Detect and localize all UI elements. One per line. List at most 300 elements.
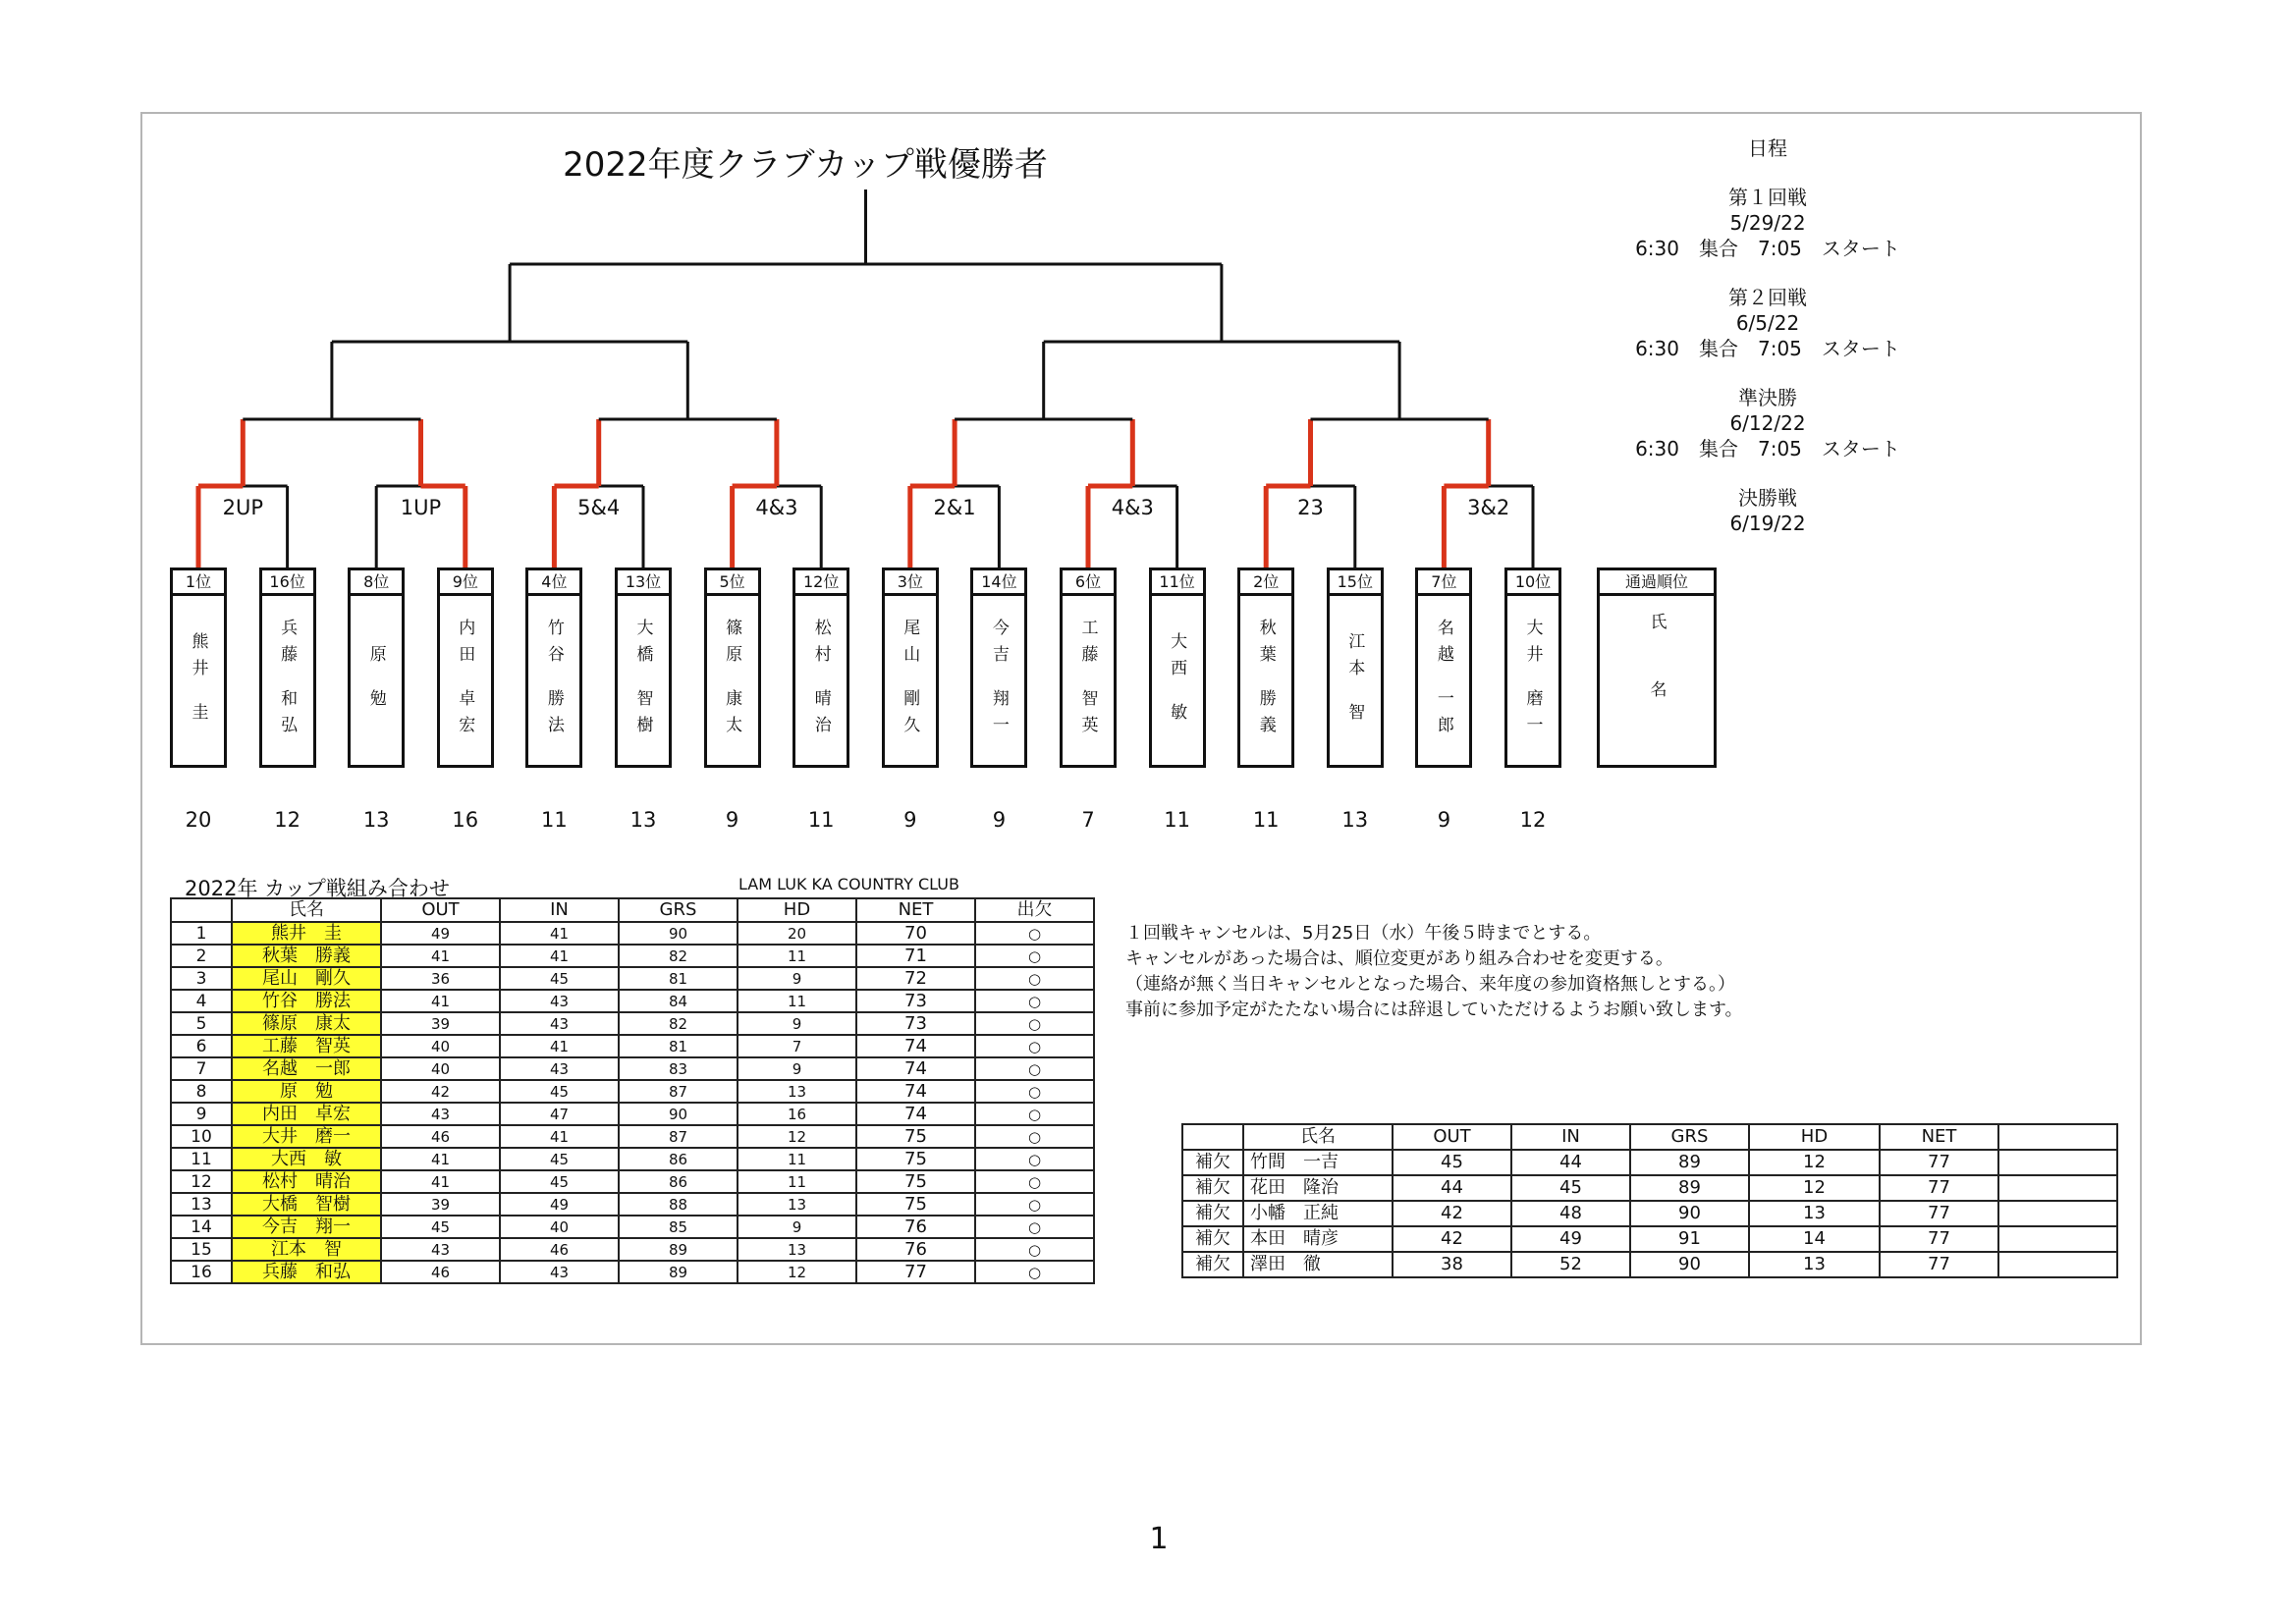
schedule-heading: 日程 <box>1748 136 1787 160</box>
substitute-name-cell: 小幡 正純 <box>1243 1201 1393 1226</box>
table-cell: 12 <box>738 1261 856 1283</box>
table-cell: 補欠 <box>1182 1150 1243 1175</box>
table-cell: 41 <box>500 922 619 945</box>
table-cell: 41 <box>500 1125 619 1148</box>
table-cell: 2 <box>171 945 232 967</box>
table-cell: 40 <box>500 1216 619 1238</box>
player-box <box>704 568 761 768</box>
table-cell: 73 <box>856 990 975 1012</box>
table-cell: 11 <box>738 1148 856 1170</box>
table-cell: 77 <box>1880 1201 1998 1226</box>
semifinal-date: 6/12/22 <box>1729 411 1806 435</box>
table-cell: 13 <box>171 1193 232 1216</box>
column-header: NET <box>856 898 975 922</box>
table-cell: 41 <box>381 990 500 1012</box>
table-cell: 9 <box>738 1012 856 1035</box>
table-cell <box>1998 1226 2117 1252</box>
table-cell: 74 <box>856 1035 975 1057</box>
table-row <box>1182 1252 2117 1277</box>
player-box <box>1149 568 1206 768</box>
table-cell: 42 <box>1393 1226 1511 1252</box>
player-name-cell: 兵藤 和弘 <box>232 1261 381 1283</box>
table-cell: 74 <box>856 1057 975 1080</box>
table-cell: 13 <box>1749 1252 1880 1277</box>
pairing-table <box>170 897 1095 1284</box>
player-rank: 8位 <box>351 570 402 596</box>
table-cell: 12 <box>1749 1175 1880 1201</box>
table-cell <box>1998 1150 2117 1175</box>
table-row <box>171 1148 1094 1170</box>
club-name: LAM LUK KA COUNTRY CLUB <box>738 875 959 893</box>
player-name: 大井磨一 <box>1522 619 1543 742</box>
player-box <box>882 568 939 768</box>
table-cell: 89 <box>1630 1175 1749 1201</box>
table-cell: 3 <box>171 967 232 990</box>
table-cell: 40 <box>381 1057 500 1080</box>
column-header: OUT <box>1393 1124 1511 1150</box>
table-cell: 11 <box>171 1148 232 1170</box>
player-rank: 15位 <box>1330 570 1381 596</box>
table-cell: 89 <box>619 1238 738 1261</box>
round-1-time: 6:30 集合 7:05 スタート <box>1635 237 1900 260</box>
match-margin: 2&1 <box>933 496 976 519</box>
table-cell: 46 <box>500 1238 619 1261</box>
table-cell: 4 <box>171 990 232 1012</box>
column-header: GRS <box>1630 1124 1749 1150</box>
player-name: 尾山剛久 <box>900 619 920 742</box>
table-cell: ○ <box>975 1035 1094 1057</box>
page-title: 2022年度クラブカップ戦優勝者 <box>563 145 1048 185</box>
table-cell: 88 <box>619 1193 738 1216</box>
table-cell: ○ <box>975 990 1094 1012</box>
player-name: 江本智 <box>1344 631 1365 730</box>
table-cell: ○ <box>975 1261 1094 1283</box>
player-name-cell: 篠原 康太 <box>232 1012 381 1035</box>
player-hd: 9 <box>992 808 1007 832</box>
table-cell: 16 <box>171 1261 232 1283</box>
player-name: 工藤智英 <box>1077 619 1098 742</box>
table-row <box>171 1057 1094 1080</box>
table-cell: 75 <box>856 1170 975 1193</box>
player-box <box>1060 568 1117 768</box>
table-cell: 7 <box>171 1057 232 1080</box>
table-cell: 42 <box>381 1080 500 1103</box>
table-cell <box>1998 1252 2117 1277</box>
player-rank: 7位 <box>1418 570 1469 596</box>
table-cell: 14 <box>1749 1226 1880 1252</box>
match-margin: 3&2 <box>1467 496 1510 519</box>
standings-header: 通過順位 <box>1600 570 1714 596</box>
table-cell: 74 <box>856 1103 975 1125</box>
column-header: HD <box>738 898 856 922</box>
player-name-cell: 大西 敏 <box>232 1148 381 1170</box>
table-cell: 44 <box>1393 1175 1511 1201</box>
table-cell: 38 <box>1393 1252 1511 1277</box>
match-margin: 1UP <box>400 496 442 519</box>
table-cell: 49 <box>381 922 500 945</box>
table-cell: 86 <box>619 1170 738 1193</box>
table-cell: ○ <box>975 1148 1094 1170</box>
player-box <box>970 568 1027 768</box>
table-cell: 41 <box>500 1035 619 1057</box>
table-cell: 49 <box>500 1193 619 1216</box>
table-cell: 90 <box>1630 1201 1749 1226</box>
table-row <box>1182 1150 2117 1175</box>
table-cell <box>1998 1175 2117 1201</box>
table-cell: 6 <box>171 1035 232 1057</box>
table-cell: 40 <box>381 1035 500 1057</box>
table-cell: 41 <box>500 945 619 967</box>
player-hd: 20 <box>185 808 212 832</box>
player-hd: 9 <box>1437 808 1451 832</box>
table-cell: 47 <box>500 1103 619 1125</box>
table-cell: 89 <box>619 1261 738 1283</box>
column-header: OUT <box>381 898 500 922</box>
table-row <box>1182 1226 2117 1252</box>
player-box <box>525 568 582 768</box>
table-cell <box>1998 1201 2117 1226</box>
table-row <box>1182 1175 2117 1201</box>
table-cell: 81 <box>619 1035 738 1057</box>
table-cell: 87 <box>619 1125 738 1148</box>
column-header <box>1998 1124 2117 1150</box>
table-cell: 77 <box>856 1261 975 1283</box>
table-row <box>171 1012 1094 1035</box>
table-cell: 76 <box>856 1238 975 1261</box>
table-cell: 72 <box>856 967 975 990</box>
column-header: 氏名 <box>232 898 381 922</box>
standings-box <box>1597 568 1717 768</box>
table-row <box>171 1103 1094 1125</box>
table-cell: 9 <box>738 967 856 990</box>
column-header <box>171 898 232 922</box>
table-row <box>1182 1201 2117 1226</box>
final-date: 6/19/22 <box>1729 512 1806 535</box>
player-hd: 16 <box>452 808 479 832</box>
column-header: GRS <box>619 898 738 922</box>
player-hd: 11 <box>541 808 568 832</box>
table-cell: 90 <box>619 922 738 945</box>
table-cell: 90 <box>619 1103 738 1125</box>
player-box <box>1327 568 1384 768</box>
player-rank: 5位 <box>707 570 758 596</box>
table-row <box>171 967 1094 990</box>
substitutes-table <box>1181 1123 2118 1278</box>
table-cell: 71 <box>856 945 975 967</box>
player-hd: 13 <box>629 808 657 832</box>
player-hd: 13 <box>362 808 390 832</box>
table-cell: 87 <box>619 1080 738 1103</box>
table-cell: 15 <box>171 1238 232 1261</box>
table-cell: 43 <box>500 1057 619 1080</box>
table-cell: 9 <box>738 1057 856 1080</box>
table-row <box>171 922 1094 945</box>
column-header: 氏名 <box>1243 1124 1393 1150</box>
table-cell: 13 <box>1749 1201 1880 1226</box>
table-cell: ○ <box>975 1125 1094 1148</box>
player-name-cell: 名越 一郎 <box>232 1057 381 1080</box>
player-name-cell: 原 勉 <box>232 1080 381 1103</box>
substitute-name-cell: 澤田 徹 <box>1243 1252 1393 1277</box>
table-cell: 16 <box>738 1103 856 1125</box>
semifinal-name: 準決勝 <box>1738 386 1797 409</box>
table-cell: 14 <box>171 1216 232 1238</box>
table-cell: 36 <box>381 967 500 990</box>
player-name: 大橋智樹 <box>632 619 653 742</box>
table-cell: 45 <box>500 1080 619 1103</box>
table-cell: 83 <box>619 1057 738 1080</box>
table-cell: 8 <box>171 1080 232 1103</box>
table-cell: 43 <box>500 990 619 1012</box>
table-cell: 77 <box>1880 1226 1998 1252</box>
note-line: キャンセルがあった場合は、順位変更があり組み合わせを変更する。 <box>1125 948 1673 969</box>
table-cell: 43 <box>381 1103 500 1125</box>
table-cell: 49 <box>1511 1226 1630 1252</box>
table-cell: 12 <box>1749 1150 1880 1175</box>
column-header: NET <box>1880 1124 1998 1150</box>
player-hd: 13 <box>1341 808 1369 832</box>
table-title: 2022年 カップ戦組み合わせ <box>185 877 450 900</box>
player-hd: 11 <box>1252 808 1280 832</box>
player-name: 名越一郎 <box>1433 619 1453 742</box>
table-row <box>171 1080 1094 1103</box>
note-line: （連絡が無く当日キャンセルとなった場合、来年度の参加資格無しとする。） <box>1125 974 1735 995</box>
table-cell: 20 <box>738 922 856 945</box>
player-name-cell: 今吉 翔一 <box>232 1216 381 1238</box>
player-name: 篠原康太 <box>722 619 742 742</box>
table-cell: 補欠 <box>1182 1226 1243 1252</box>
player-name: 兵藤和弘 <box>277 619 298 742</box>
player-hd: 7 <box>1081 808 1095 832</box>
table-cell: ○ <box>975 1193 1094 1216</box>
player-rank: 3位 <box>885 570 936 596</box>
table-row <box>171 990 1094 1012</box>
player-box <box>259 568 316 768</box>
table-cell: 9 <box>171 1103 232 1125</box>
player-rank: 1位 <box>173 570 224 596</box>
player-rank: 10位 <box>1507 570 1558 596</box>
player-box <box>170 568 227 768</box>
match-margin: 23 <box>1297 496 1324 519</box>
player-hd: 12 <box>1519 808 1547 832</box>
table-cell: 補欠 <box>1182 1201 1243 1226</box>
table-cell: ○ <box>975 1103 1094 1125</box>
table-cell: 77 <box>1880 1252 1998 1277</box>
table-cell: 77 <box>1880 1175 1998 1201</box>
table-cell: ○ <box>975 1080 1094 1103</box>
table-cell: 46 <box>381 1261 500 1283</box>
table-cell: 84 <box>619 990 738 1012</box>
table-cell: 45 <box>381 1216 500 1238</box>
table-cell: 75 <box>856 1193 975 1216</box>
table-cell: 46 <box>381 1125 500 1148</box>
table-row <box>171 1170 1094 1193</box>
player-hd: 11 <box>807 808 835 832</box>
table-cell: 75 <box>856 1148 975 1170</box>
player-rank: 11位 <box>1152 570 1203 596</box>
table-cell: 12 <box>171 1170 232 1193</box>
table-cell: 48 <box>1511 1201 1630 1226</box>
table-cell: ○ <box>975 1170 1094 1193</box>
player-rank: 12位 <box>795 570 847 596</box>
player-box <box>793 568 849 768</box>
player-name: 原勉 <box>365 645 386 716</box>
table-cell: 11 <box>738 945 856 967</box>
player-name-cell: 内田 卓宏 <box>232 1103 381 1125</box>
player-hd: 9 <box>903 808 917 832</box>
table-row <box>171 1261 1094 1283</box>
table-cell: 11 <box>738 1170 856 1193</box>
table-cell: 45 <box>1393 1150 1511 1175</box>
table-cell: 12 <box>738 1125 856 1148</box>
table-cell: 43 <box>381 1238 500 1261</box>
player-rank: 6位 <box>1063 570 1114 596</box>
table-cell: 39 <box>381 1012 500 1035</box>
table-cell: 75 <box>856 1125 975 1148</box>
final-name: 決勝戦 <box>1738 486 1797 510</box>
schedule <box>1571 135 1964 536</box>
player-hd: 11 <box>1164 808 1190 832</box>
player-box <box>1415 568 1472 768</box>
player-name: 大西敏 <box>1167 631 1187 730</box>
player-name: 秋葉勝義 <box>1255 619 1276 742</box>
table-cell: 45 <box>500 1170 619 1193</box>
table-cell: ○ <box>975 1057 1094 1080</box>
match-margin: 2UP <box>222 496 263 519</box>
table-cell: 77 <box>1880 1150 1998 1175</box>
table-cell: 52 <box>1511 1252 1630 1277</box>
table-row <box>171 1193 1094 1216</box>
substitute-name-cell: 竹間 一吉 <box>1243 1150 1393 1175</box>
table-cell: 41 <box>381 1170 500 1193</box>
table-cell: 81 <box>619 967 738 990</box>
table-cell: 13 <box>738 1080 856 1103</box>
table-cell: ○ <box>975 1216 1094 1238</box>
table-cell: 7 <box>738 1035 856 1057</box>
round-1-name: 第１回戦 <box>1728 186 1807 209</box>
player-name-cell: 尾山 剛久 <box>232 967 381 990</box>
table-cell: 91 <box>1630 1226 1749 1252</box>
player-rank: 9位 <box>440 570 491 596</box>
table-cell: 89 <box>1630 1150 1749 1175</box>
player-hd: 9 <box>725 808 739 832</box>
table-cell: ○ <box>975 1012 1094 1035</box>
match-margin: 5&4 <box>577 496 621 519</box>
table-cell: 45 <box>500 967 619 990</box>
table-cell: 13 <box>738 1238 856 1261</box>
player-name-cell: 竹谷 勝法 <box>232 990 381 1012</box>
table-cell: 45 <box>500 1148 619 1170</box>
player-name: 今吉翔一 <box>988 619 1009 742</box>
table-row <box>171 1125 1094 1148</box>
table-cell: 43 <box>500 1012 619 1035</box>
substitute-name-cell: 本田 晴彦 <box>1243 1226 1393 1252</box>
match-margin: 4&3 <box>755 496 798 519</box>
notes <box>1125 921 1743 1023</box>
table-cell: 13 <box>738 1193 856 1216</box>
table-cell: 43 <box>500 1261 619 1283</box>
column-header <box>1182 1124 1243 1150</box>
round-2-time: 6:30 集合 7:05 スタート <box>1635 337 1900 360</box>
note-line: 事前に参加予定がたたない場合には辞退していただけるようお願い致します。 <box>1125 1000 1743 1020</box>
column-header: HD <box>1749 1124 1880 1150</box>
player-name-cell: 大橋 智樹 <box>232 1193 381 1216</box>
table-cell: 39 <box>381 1193 500 1216</box>
column-header: IN <box>500 898 619 922</box>
table-cell: 41 <box>381 1148 500 1170</box>
table-cell: ○ <box>975 1238 1094 1261</box>
player-rank: 2位 <box>1240 570 1291 596</box>
match-margin: 4&3 <box>1111 496 1154 519</box>
player-rank: 4位 <box>528 570 579 596</box>
round-1-date: 5/29/22 <box>1729 211 1806 235</box>
player-name-cell: 松村 晴治 <box>232 1170 381 1193</box>
page-number: 1 <box>1149 1522 1169 1556</box>
table-row <box>171 1035 1094 1057</box>
player-box <box>1237 568 1294 768</box>
table-cell: 90 <box>1630 1252 1749 1277</box>
table-cell: 10 <box>171 1125 232 1148</box>
table-cell: 45 <box>1511 1175 1630 1201</box>
semifinal-time: 6:30 集合 7:05 スタート <box>1635 437 1900 460</box>
substitute-name-cell: 花田 隆治 <box>1243 1175 1393 1201</box>
player-name: 松村晴治 <box>810 619 831 742</box>
table-cell: 82 <box>619 945 738 967</box>
player-rank: 14位 <box>973 570 1024 596</box>
table-cell: 74 <box>856 1080 975 1103</box>
round-2-name: 第２回戦 <box>1728 286 1807 309</box>
table-cell: 73 <box>856 1012 975 1035</box>
column-header: IN <box>1511 1124 1630 1150</box>
standings-label: 氏名 <box>1646 613 1667 748</box>
table-cell: 9 <box>738 1216 856 1238</box>
player-name: 熊井圭 <box>188 631 208 730</box>
table-cell: 1 <box>171 922 232 945</box>
table-cell: 86 <box>619 1148 738 1170</box>
table-row <box>171 945 1094 967</box>
table-cell: 70 <box>856 922 975 945</box>
player-box <box>1504 568 1561 768</box>
player-box <box>615 568 672 768</box>
player-name-cell: 江本 智 <box>232 1238 381 1261</box>
player-name-cell: 工藤 智英 <box>232 1035 381 1057</box>
player-name: 竹谷勝法 <box>543 619 564 742</box>
table-row <box>171 1216 1094 1238</box>
table-cell: ○ <box>975 945 1094 967</box>
player-rank: 13位 <box>618 570 669 596</box>
table-cell: ○ <box>975 967 1094 990</box>
table-cell: 85 <box>619 1216 738 1238</box>
table-cell: 82 <box>619 1012 738 1035</box>
column-header: 出欠 <box>975 898 1094 922</box>
table-cell: 41 <box>381 945 500 967</box>
round-2-date: 6/5/22 <box>1735 311 1800 335</box>
table-cell: 5 <box>171 1012 232 1035</box>
player-rank: 16位 <box>262 570 313 596</box>
table-cell: ○ <box>975 922 1094 945</box>
note-line: １回戦キャンセルは、5月25日（水）午後５時までとする。 <box>1125 923 1602 944</box>
player-box <box>437 568 494 768</box>
player-name: 内田卓宏 <box>455 619 475 742</box>
player-name-cell: 秋葉 勝義 <box>232 945 381 967</box>
table-cell: 補欠 <box>1182 1175 1243 1201</box>
table-cell: 42 <box>1393 1201 1511 1226</box>
table-cell: 11 <box>738 990 856 1012</box>
player-box <box>348 568 405 768</box>
player-name-cell: 大井 磨一 <box>232 1125 381 1148</box>
table-row <box>171 1238 1094 1261</box>
player-hd: 12 <box>274 808 301 832</box>
